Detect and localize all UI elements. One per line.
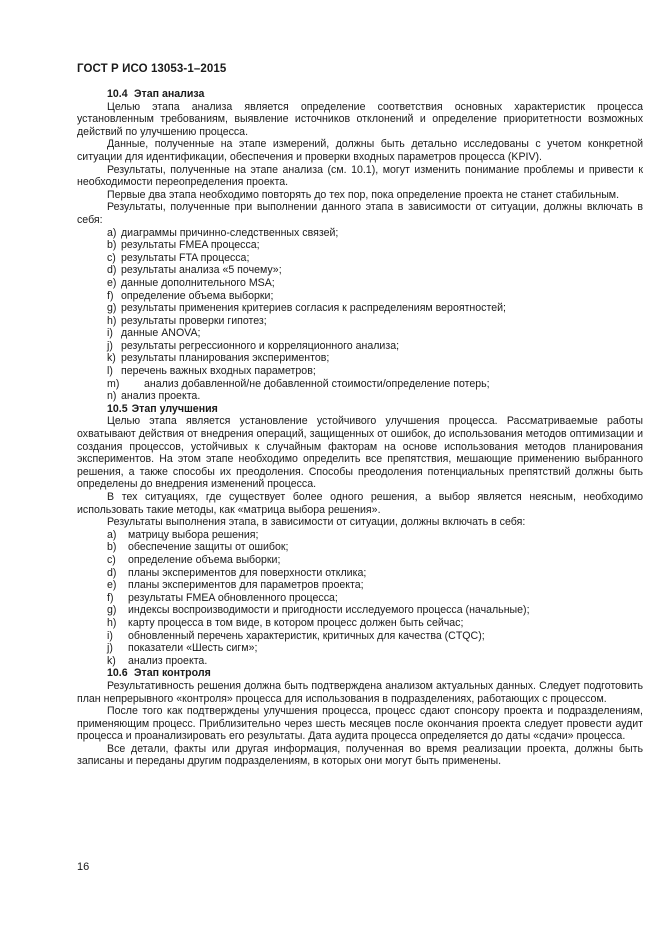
section-title: Этап анализа — [134, 88, 205, 100]
paragraph: Все детали, факты или другая информация, полученная во время реализации проекта, должны быть записаны и переданы другим подразделениям, в которых они могут быть применены. — [77, 742, 643, 768]
list-item: j) показатели «Шесть сигм»; — [107, 642, 258, 655]
paragraph: Данные, полученные на этапе измерений, должны быть детально исследованы с учетом конкретной ситуации для идентификации, обеспечения и проверки входных параметров процесса (KPIV). — [77, 138, 643, 163]
list-item: l) перечень важных входных параметров; — [107, 365, 316, 378]
section-10-6-heading — [77, 667, 643, 680]
list-item: h) карту процесса в том виде, в котором процесс должен быть сейчас; — [107, 616, 464, 629]
section-number: 10.4 — [107, 88, 128, 100]
list-item: i) данные ANOVA; — [107, 327, 201, 340]
paragraph: Результативность решения должна быть подтверждена анализом актуальных данных. Следует подготовить план непрерывного «контроля» процесса для использования в подразделениях, работающих с процессом. — [77, 679, 643, 705]
list-item: m) анализ добавленной/не добавленной стоимости/определение потерь; — [107, 377, 490, 390]
section-number: 10.6 — [107, 667, 128, 680]
section-title: Этап контроля — [134, 667, 211, 680]
list-item: e) данные дополнительного MSA; — [107, 276, 275, 289]
paragraph: В тех ситуациях, где существует более одного решения, а выбор является неясным, необходимо использовать такие методы, как «матрица выбора решения». — [77, 491, 643, 516]
paragraph: Результаты, полученные на этапе анализа (см. 10.1), могут изменить понимание проблемы и привести к необходимости переопределения проекта. — [77, 163, 643, 189]
list-item: e) планы экспериментов для параметров проекта; — [107, 579, 364, 592]
list-item: c) определение объема выборки; — [107, 553, 281, 566]
paragraph: Результаты выполнения этапа, в зависимости от ситуации, должны включать в себя: — [107, 516, 526, 529]
paragraph: Целью этапа является установление устойчивого улучшения процесса. Рассматриваемые работы охватывают действия от внедрения операций, защищенных от ошибок, до использования методов оптимизации и создания процессов, устойчивых к случайным факторам на основе использования методов планирования экспериментов. На этом этапе необходимо определить все препятствия, мешающие применению выбранного решения, а также способы их преодоления. Способы преодоления потенциальных препятствий должны быть определены до внедрения изменений процесса. — [77, 415, 643, 491]
paragraph: Целью этапа анализа является определение соответствия основных характеристик процесса установленным требованиям, выявление источников отклонений и определение приоритетности возможных действий по улучшению процесса. — [77, 100, 643, 138]
paragraph: После того как подтверждены улучшения процесса, процесс сдают спонсору проекта и подразделениям, применяющим процесс. Приблизительно через шесть месяцев после окончания проекта следует провести аудит процесса и проанализировать его результаты. Дата аудита процесса определяется до даты «сдачи» процесса. — [77, 705, 643, 743]
list-item: f) определение объема выборки; — [107, 289, 274, 302]
paragraph: Первые два этапа необходимо повторять до тех пор, пока определение проекта не станет стабильным. — [107, 188, 620, 201]
list-item: b) результаты FMEA процесса; — [107, 239, 260, 252]
section-number: 10.5 — [107, 402, 128, 415]
list-item: h) результаты проверки гипотез; — [107, 314, 267, 327]
document-header: ГОСТ Р ИСО 13053-1–2015 — [77, 63, 227, 75]
section-title: Этап улучшения — [131, 402, 218, 415]
improvement-results-list — [77, 529, 643, 668]
paragraph: Результаты, полученные при выполнении данного этапа в зависимости от ситуации, должны включать в себя: — [77, 201, 643, 226]
section-10-4-heading — [77, 88, 643, 101]
list-item: c) результаты FTA процесса; — [107, 251, 250, 264]
list-item: j) результаты регрессионного и корреляционного анализа; — [107, 339, 400, 352]
page-number: 16 — [77, 861, 90, 873]
list-item: g) результаты применения критериев согласия к распределениям вероятностей; — [107, 302, 506, 315]
list-item: d) планы экспериментов для поверхности отклика; — [107, 566, 367, 579]
list-item: d) результаты анализа «5 почему»; — [107, 264, 282, 277]
list-item: n) анализ проекта. — [107, 390, 201, 403]
list-item: i) обновленный перечень характеристик, критичных для качества (CTQC); — [107, 629, 485, 642]
list-item: a) диаграммы причинно-следственных связей; — [107, 226, 339, 239]
list-item: k) результаты планирования экспериментов; — [107, 352, 330, 365]
list-item: f) результаты FMEA обновленного процесса; — [107, 591, 338, 604]
list-item: b) обеспечение защиты от ошибок; — [107, 541, 289, 554]
list-item: k) анализ проекта. — [107, 654, 208, 667]
list-item: a) матрицу выбора решения; — [107, 528, 259, 541]
list-item: g) индексы воспроизводимости и пригодности исследуемого процесса (начальные); — [107, 604, 530, 617]
section-10-5-heading — [77, 403, 643, 416]
page-body — [77, 88, 643, 768]
analysis-results-list — [77, 227, 643, 403]
